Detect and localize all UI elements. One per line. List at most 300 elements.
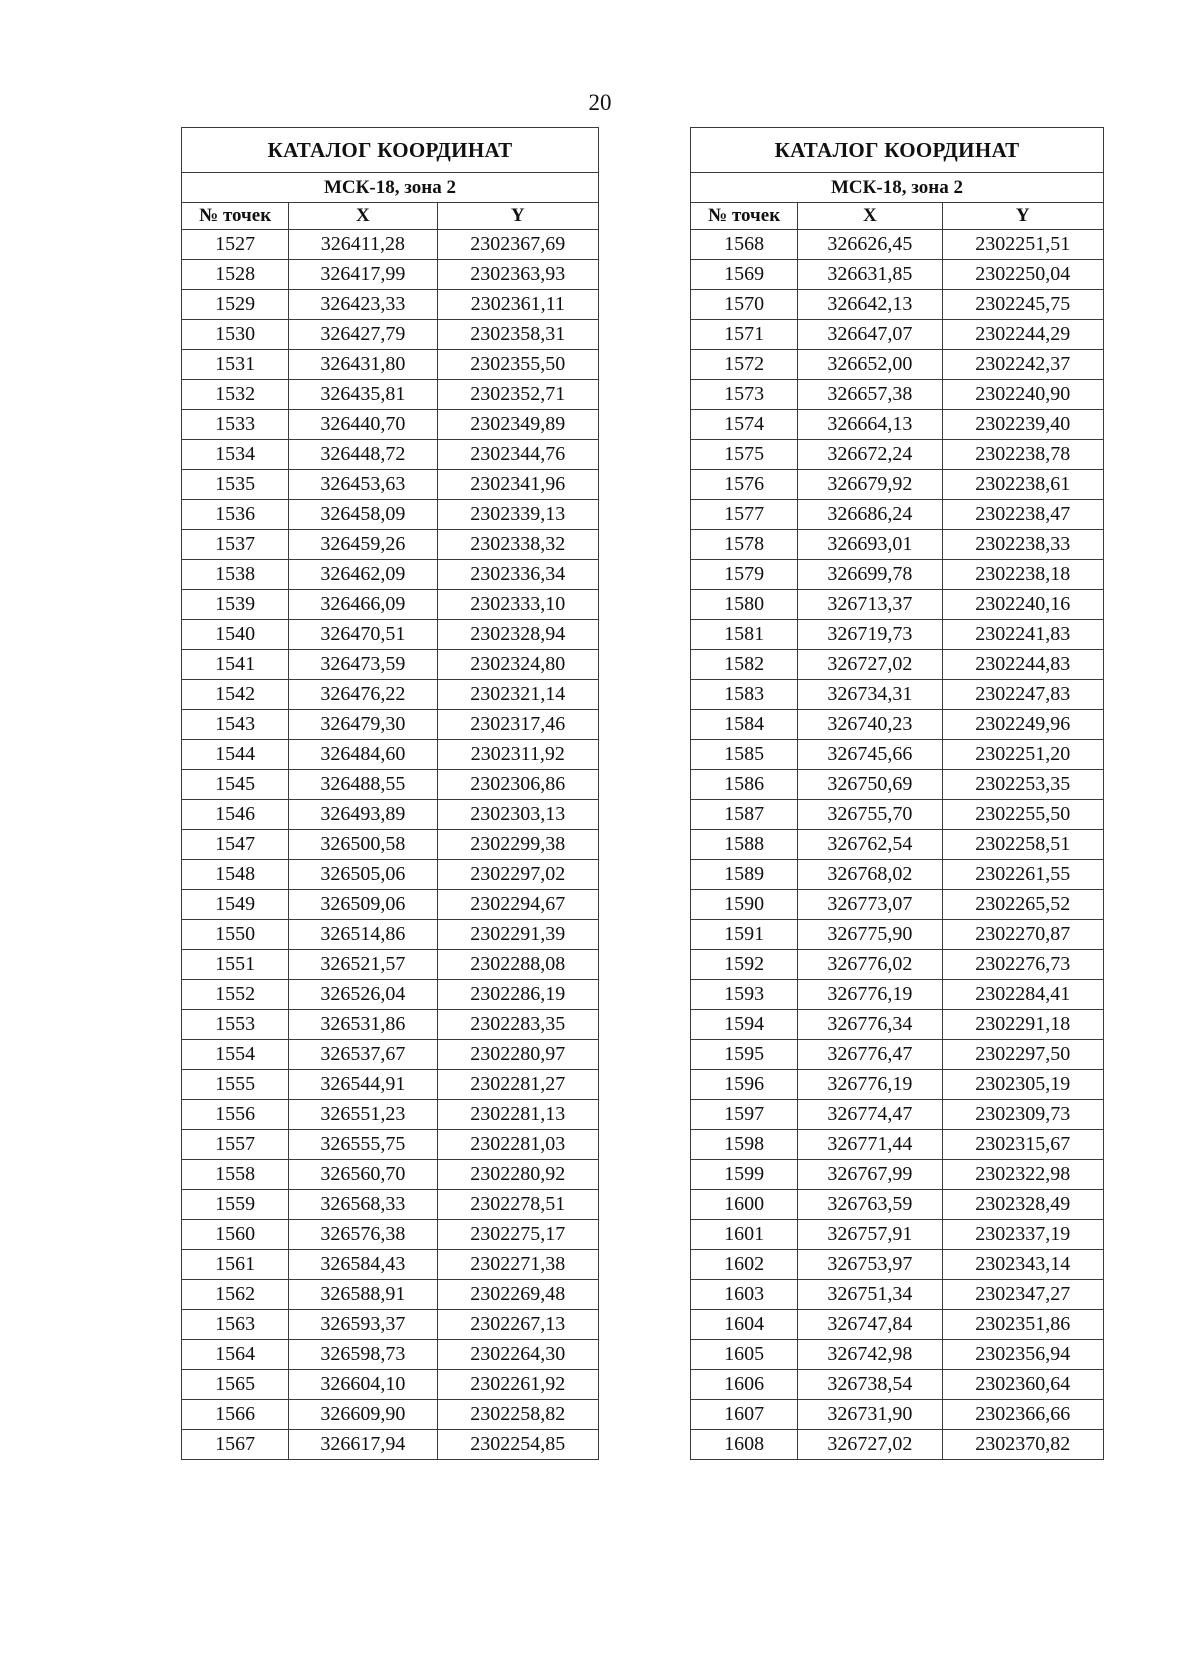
y-coordinate-cell: 2302249,96 [942, 710, 1103, 740]
x-coordinate-cell: 326776,34 [798, 1010, 942, 1040]
table-row [182, 1280, 599, 1310]
x-coordinate-cell: 326775,90 [798, 920, 942, 950]
point-number-cell: 1558 [182, 1160, 289, 1190]
x-coordinate-cell: 326747,84 [798, 1310, 942, 1340]
x-coordinate-cell: 326699,78 [798, 560, 942, 590]
x-coordinate-cell: 326435,81 [289, 380, 437, 410]
point-number-cell: 1601 [691, 1220, 798, 1250]
table-row [182, 500, 599, 530]
x-coordinate-cell: 326470,51 [289, 620, 437, 650]
table-row [691, 530, 1104, 560]
coordinate-catalog-table-2 [690, 127, 1104, 1460]
point-number-cell: 1559 [182, 1190, 289, 1220]
point-number-cell: 1556 [182, 1100, 289, 1130]
x-coordinate-cell: 326642,13 [798, 290, 942, 320]
x-coordinate-cell: 326453,63 [289, 470, 437, 500]
point-number-cell: 1588 [691, 830, 798, 860]
table-row [182, 1370, 599, 1400]
y-coordinate-cell: 2302303,13 [437, 800, 598, 830]
table-row [691, 380, 1104, 410]
table-row [691, 1220, 1104, 1250]
table-row [182, 1250, 599, 1280]
x-coordinate-cell: 326750,69 [798, 770, 942, 800]
table-row [691, 1040, 1104, 1070]
y-coordinate-cell: 2302291,18 [942, 1010, 1103, 1040]
point-number-cell: 1537 [182, 530, 289, 560]
table-row [691, 1160, 1104, 1190]
table-row [691, 560, 1104, 590]
table-row [182, 260, 599, 290]
point-number-cell: 1536 [182, 500, 289, 530]
x-coordinate-cell: 326526,04 [289, 980, 437, 1010]
x-coordinate-cell: 326479,30 [289, 710, 437, 740]
y-coordinate-cell: 2302244,83 [942, 650, 1103, 680]
table-row [691, 260, 1104, 290]
y-coordinate-cell: 2302356,94 [942, 1340, 1103, 1370]
table-row [691, 890, 1104, 920]
coordinate-catalog-table-1 [181, 127, 599, 1460]
table-row [182, 350, 599, 380]
x-coordinate-cell: 326776,02 [798, 950, 942, 980]
y-coordinate-cell: 2302264,30 [437, 1340, 598, 1370]
y-coordinate-cell: 2302297,02 [437, 860, 598, 890]
y-coordinate-cell: 2302367,69 [437, 230, 598, 260]
table-row [691, 1190, 1104, 1220]
x-coordinate-cell: 326440,70 [289, 410, 437, 440]
x-coordinate-cell: 326745,66 [798, 740, 942, 770]
point-number-cell: 1542 [182, 680, 289, 710]
table-row [182, 1010, 599, 1040]
y-coordinate-cell: 2302280,97 [437, 1040, 598, 1070]
y-coordinate-cell: 2302291,39 [437, 920, 598, 950]
x-coordinate-cell: 326604,10 [289, 1370, 437, 1400]
y-coordinate-cell: 2302288,08 [437, 950, 598, 980]
column-header-x: X [289, 203, 437, 230]
y-coordinate-cell: 2302344,76 [437, 440, 598, 470]
point-number-cell: 1586 [691, 770, 798, 800]
table-row [691, 1280, 1104, 1310]
x-coordinate-cell: 326672,24 [798, 440, 942, 470]
point-number-cell: 1544 [182, 740, 289, 770]
point-number-cell: 1560 [182, 1220, 289, 1250]
table-row [182, 230, 599, 260]
table-row [691, 1070, 1104, 1100]
point-number-cell: 1587 [691, 800, 798, 830]
x-coordinate-cell: 326713,37 [798, 590, 942, 620]
point-number-cell: 1529 [182, 290, 289, 320]
page-number: 20 [588, 90, 612, 115]
y-coordinate-cell: 2302336,34 [437, 560, 598, 590]
point-number-cell: 1554 [182, 1040, 289, 1070]
point-number-cell: 1573 [691, 380, 798, 410]
table-row [182, 410, 599, 440]
point-number-cell: 1561 [182, 1250, 289, 1280]
y-coordinate-cell: 2302360,64 [942, 1370, 1103, 1400]
y-coordinate-cell: 2302297,50 [942, 1040, 1103, 1070]
y-coordinate-cell: 2302240,16 [942, 590, 1103, 620]
table-row [691, 1430, 1104, 1460]
point-number-cell: 1579 [691, 560, 798, 590]
y-coordinate-cell: 2302343,14 [942, 1250, 1103, 1280]
x-coordinate-cell: 326531,86 [289, 1010, 437, 1040]
y-coordinate-cell: 2302261,92 [437, 1370, 598, 1400]
y-coordinate-cell: 2302238,78 [942, 440, 1103, 470]
table-row [182, 320, 599, 350]
table-row [182, 620, 599, 650]
table-row [182, 290, 599, 320]
point-number-cell: 1590 [691, 890, 798, 920]
column-header-x: X [798, 203, 942, 230]
point-number-cell: 1535 [182, 470, 289, 500]
x-coordinate-cell: 326473,59 [289, 650, 437, 680]
y-coordinate-cell: 2302278,51 [437, 1190, 598, 1220]
point-number-cell: 1605 [691, 1340, 798, 1370]
y-coordinate-cell: 2302311,92 [437, 740, 598, 770]
y-coordinate-cell: 2302250,04 [942, 260, 1103, 290]
x-coordinate-cell: 326727,02 [798, 1430, 942, 1460]
x-coordinate-cell: 326423,33 [289, 290, 437, 320]
x-coordinate-cell: 326555,75 [289, 1130, 437, 1160]
table-row [182, 1430, 599, 1460]
y-coordinate-cell: 2302337,19 [942, 1220, 1103, 1250]
point-number-cell: 1585 [691, 740, 798, 770]
table-row [691, 980, 1104, 1010]
y-coordinate-cell: 2302280,92 [437, 1160, 598, 1190]
y-coordinate-cell: 2302281,13 [437, 1100, 598, 1130]
x-coordinate-cell: 326509,06 [289, 890, 437, 920]
table-row [691, 950, 1104, 980]
table-row [182, 470, 599, 500]
y-coordinate-cell: 2302315,67 [942, 1130, 1103, 1160]
table-row [182, 560, 599, 590]
y-coordinate-cell: 2302294,67 [437, 890, 598, 920]
point-number-cell: 1569 [691, 260, 798, 290]
point-number-cell: 1551 [182, 950, 289, 980]
y-coordinate-cell: 2302269,48 [437, 1280, 598, 1310]
x-coordinate-cell: 326768,02 [798, 860, 942, 890]
point-number-cell: 1534 [182, 440, 289, 470]
x-coordinate-cell: 326727,02 [798, 650, 942, 680]
coordinate-system-label: МСК-18, зона 2 [691, 173, 1104, 203]
table-row [691, 620, 1104, 650]
point-number-cell: 1581 [691, 620, 798, 650]
point-number-cell: 1598 [691, 1130, 798, 1160]
table-row [691, 1250, 1104, 1280]
y-coordinate-cell: 2302363,93 [437, 260, 598, 290]
y-coordinate-cell: 2302328,49 [942, 1190, 1103, 1220]
column-header-point-number: № точек [691, 203, 798, 230]
y-coordinate-cell: 2302241,83 [942, 620, 1103, 650]
table-row [691, 350, 1104, 380]
x-coordinate-cell: 326514,86 [289, 920, 437, 950]
point-number-cell: 1596 [691, 1070, 798, 1100]
x-coordinate-cell: 326751,34 [798, 1280, 942, 1310]
point-number-cell: 1532 [182, 380, 289, 410]
x-coordinate-cell: 326679,92 [798, 470, 942, 500]
x-coordinate-cell: 326763,59 [798, 1190, 942, 1220]
x-coordinate-cell: 326753,97 [798, 1250, 942, 1280]
x-coordinate-cell: 326568,33 [289, 1190, 437, 1220]
x-coordinate-cell: 326560,70 [289, 1160, 437, 1190]
table-row [691, 920, 1104, 950]
table-row [182, 800, 599, 830]
table-row [182, 950, 599, 980]
y-coordinate-cell: 2302309,73 [942, 1100, 1103, 1130]
x-coordinate-cell: 326488,55 [289, 770, 437, 800]
x-coordinate-cell: 326755,70 [798, 800, 942, 830]
point-number-cell: 1577 [691, 500, 798, 530]
point-number-cell: 1557 [182, 1130, 289, 1160]
x-coordinate-cell: 326757,91 [798, 1220, 942, 1250]
point-number-cell: 1553 [182, 1010, 289, 1040]
x-coordinate-cell: 326411,28 [289, 230, 437, 260]
table-row [182, 770, 599, 800]
y-coordinate-cell: 2302238,18 [942, 560, 1103, 590]
point-number-cell: 1530 [182, 320, 289, 350]
point-number-cell: 1550 [182, 920, 289, 950]
point-number-cell: 1582 [691, 650, 798, 680]
point-number-cell: 1527 [182, 230, 289, 260]
point-number-cell: 1600 [691, 1190, 798, 1220]
x-coordinate-cell: 326459,26 [289, 530, 437, 560]
x-coordinate-cell: 326776,19 [798, 980, 942, 1010]
point-number-cell: 1602 [691, 1250, 798, 1280]
table-row [182, 1400, 599, 1430]
table-row [182, 710, 599, 740]
y-coordinate-cell: 2302255,50 [942, 800, 1103, 830]
x-coordinate-cell: 326544,91 [289, 1070, 437, 1100]
point-number-cell: 1608 [691, 1430, 798, 1460]
table-row [182, 1160, 599, 1190]
table-row [182, 1220, 599, 1250]
point-number-cell: 1604 [691, 1310, 798, 1340]
point-number-cell: 1555 [182, 1070, 289, 1100]
y-coordinate-cell: 2302245,75 [942, 290, 1103, 320]
x-coordinate-cell: 326588,91 [289, 1280, 437, 1310]
point-number-cell: 1580 [691, 590, 798, 620]
table-body [691, 230, 1104, 1460]
y-coordinate-cell: 2302267,13 [437, 1310, 598, 1340]
table-row [691, 1370, 1104, 1400]
table-row [691, 1310, 1104, 1340]
point-number-cell: 1571 [691, 320, 798, 350]
point-number-cell: 1528 [182, 260, 289, 290]
x-coordinate-cell: 326776,47 [798, 1040, 942, 1070]
table-body [182, 230, 599, 1460]
x-coordinate-cell: 326584,43 [289, 1250, 437, 1280]
x-coordinate-cell: 326427,79 [289, 320, 437, 350]
point-number-cell: 1593 [691, 980, 798, 1010]
table-row [691, 1010, 1104, 1040]
y-coordinate-cell: 2302238,47 [942, 500, 1103, 530]
y-coordinate-cell: 2302322,98 [942, 1160, 1103, 1190]
table-row [691, 1130, 1104, 1160]
x-coordinate-cell: 326537,67 [289, 1040, 437, 1070]
point-number-cell: 1547 [182, 830, 289, 860]
table-row [182, 860, 599, 890]
table-row [691, 740, 1104, 770]
x-coordinate-cell: 326740,23 [798, 710, 942, 740]
table-row [182, 1100, 599, 1130]
x-coordinate-cell: 326657,38 [798, 380, 942, 410]
x-coordinate-cell: 326500,58 [289, 830, 437, 860]
table-row [182, 890, 599, 920]
x-coordinate-cell: 326505,06 [289, 860, 437, 890]
y-coordinate-cell: 2302284,41 [942, 980, 1103, 1010]
x-coordinate-cell: 326693,01 [798, 530, 942, 560]
table-row [691, 1340, 1104, 1370]
y-coordinate-cell: 2302242,37 [942, 350, 1103, 380]
y-coordinate-cell: 2302283,35 [437, 1010, 598, 1040]
y-coordinate-cell: 2302238,61 [942, 470, 1103, 500]
table-row [691, 410, 1104, 440]
table-row [691, 650, 1104, 680]
y-coordinate-cell: 2302358,31 [437, 320, 598, 350]
catalog-title: КАТАЛОГ КООРДИНАТ [182, 128, 599, 173]
point-number-cell: 1578 [691, 530, 798, 560]
point-number-cell: 1599 [691, 1160, 798, 1190]
x-coordinate-cell: 326593,37 [289, 1310, 437, 1340]
point-number-cell: 1574 [691, 410, 798, 440]
y-coordinate-cell: 2302333,10 [437, 590, 598, 620]
point-number-cell: 1606 [691, 1370, 798, 1400]
y-coordinate-cell: 2302338,32 [437, 530, 598, 560]
x-coordinate-cell: 326738,54 [798, 1370, 942, 1400]
table-row [691, 830, 1104, 860]
y-coordinate-cell: 2302265,52 [942, 890, 1103, 920]
point-number-cell: 1575 [691, 440, 798, 470]
table-row [691, 770, 1104, 800]
x-coordinate-cell: 326598,73 [289, 1340, 437, 1370]
point-number-cell: 1572 [691, 350, 798, 380]
x-coordinate-cell: 326551,23 [289, 1100, 437, 1130]
table-row [182, 1130, 599, 1160]
table-row [691, 320, 1104, 350]
point-number-cell: 1566 [182, 1400, 289, 1430]
table-row [182, 980, 599, 1010]
x-coordinate-cell: 326493,89 [289, 800, 437, 830]
table-row [691, 290, 1104, 320]
point-number-cell: 1583 [691, 680, 798, 710]
table-row [182, 1340, 599, 1370]
x-coordinate-cell: 326417,99 [289, 260, 437, 290]
table-row [182, 440, 599, 470]
x-coordinate-cell: 326448,72 [289, 440, 437, 470]
y-coordinate-cell: 2302286,19 [437, 980, 598, 1010]
y-coordinate-cell: 2302281,03 [437, 1130, 598, 1160]
point-number-cell: 1594 [691, 1010, 798, 1040]
point-number-cell: 1567 [182, 1430, 289, 1460]
y-coordinate-cell: 2302305,19 [942, 1070, 1103, 1100]
y-coordinate-cell: 2302349,89 [437, 410, 598, 440]
point-number-cell: 1597 [691, 1100, 798, 1130]
coordinate-system-label: МСК-18, зона 2 [182, 173, 599, 203]
y-coordinate-cell: 2302306,86 [437, 770, 598, 800]
x-coordinate-cell: 326458,09 [289, 500, 437, 530]
y-coordinate-cell: 2302324,80 [437, 650, 598, 680]
table-row [691, 1400, 1104, 1430]
point-number-cell: 1562 [182, 1280, 289, 1310]
y-coordinate-cell: 2302251,20 [942, 740, 1103, 770]
table-row [691, 680, 1104, 710]
table-row [182, 740, 599, 770]
table-row [182, 1310, 599, 1340]
table-row [691, 590, 1104, 620]
table-row [691, 1100, 1104, 1130]
point-number-cell: 1589 [691, 860, 798, 890]
point-number-cell: 1538 [182, 560, 289, 590]
table-row [691, 710, 1104, 740]
table-row [691, 470, 1104, 500]
y-coordinate-cell: 2302275,17 [437, 1220, 598, 1250]
table-row [182, 1070, 599, 1100]
x-coordinate-cell: 326652,00 [798, 350, 942, 380]
x-coordinate-cell: 326647,07 [798, 320, 942, 350]
y-coordinate-cell: 2302339,13 [437, 500, 598, 530]
table-row [182, 380, 599, 410]
y-coordinate-cell: 2302261,55 [942, 860, 1103, 890]
y-coordinate-cell: 2302366,66 [942, 1400, 1103, 1430]
point-number-cell: 1570 [691, 290, 798, 320]
y-coordinate-cell: 2302244,29 [942, 320, 1103, 350]
y-coordinate-cell: 2302251,51 [942, 230, 1103, 260]
table-row [182, 530, 599, 560]
point-number-cell: 1552 [182, 980, 289, 1010]
table-row [182, 590, 599, 620]
y-coordinate-cell: 2302247,83 [942, 680, 1103, 710]
point-number-cell: 1592 [691, 950, 798, 980]
x-coordinate-cell: 326617,94 [289, 1430, 437, 1460]
y-coordinate-cell: 2302238,33 [942, 530, 1103, 560]
point-number-cell: 1595 [691, 1040, 798, 1070]
y-coordinate-cell: 2302361,11 [437, 290, 598, 320]
y-coordinate-cell: 2302254,85 [437, 1430, 598, 1460]
x-coordinate-cell: 326431,80 [289, 350, 437, 380]
point-number-cell: 1545 [182, 770, 289, 800]
table-row [182, 920, 599, 950]
y-coordinate-cell: 2302253,35 [942, 770, 1103, 800]
catalog-title: КАТАЛОГ КООРДИНАТ [691, 128, 1104, 173]
column-header-y: Y [942, 203, 1103, 230]
table-row [691, 500, 1104, 530]
point-number-cell: 1533 [182, 410, 289, 440]
table-row [691, 230, 1104, 260]
point-number-cell: 1539 [182, 590, 289, 620]
y-coordinate-cell: 2302281,27 [437, 1070, 598, 1100]
column-header-y: Y [437, 203, 598, 230]
x-coordinate-cell: 326719,73 [798, 620, 942, 650]
x-coordinate-cell: 326609,90 [289, 1400, 437, 1430]
y-coordinate-cell: 2302258,51 [942, 830, 1103, 860]
table-row [691, 800, 1104, 830]
x-coordinate-cell: 326521,57 [289, 950, 437, 980]
y-coordinate-cell: 2302370,82 [942, 1430, 1103, 1460]
point-number-cell: 1564 [182, 1340, 289, 1370]
x-coordinate-cell: 326626,45 [798, 230, 942, 260]
point-number-cell: 1541 [182, 650, 289, 680]
x-coordinate-cell: 326762,54 [798, 830, 942, 860]
point-number-cell: 1565 [182, 1370, 289, 1400]
y-coordinate-cell: 2302270,87 [942, 920, 1103, 950]
x-coordinate-cell: 326631,85 [798, 260, 942, 290]
x-coordinate-cell: 326776,19 [798, 1070, 942, 1100]
y-coordinate-cell: 2302299,38 [437, 830, 598, 860]
y-coordinate-cell: 2302271,38 [437, 1250, 598, 1280]
x-coordinate-cell: 326484,60 [289, 740, 437, 770]
point-number-cell: 1548 [182, 860, 289, 890]
x-coordinate-cell: 326734,31 [798, 680, 942, 710]
y-coordinate-cell: 2302276,73 [942, 950, 1103, 980]
